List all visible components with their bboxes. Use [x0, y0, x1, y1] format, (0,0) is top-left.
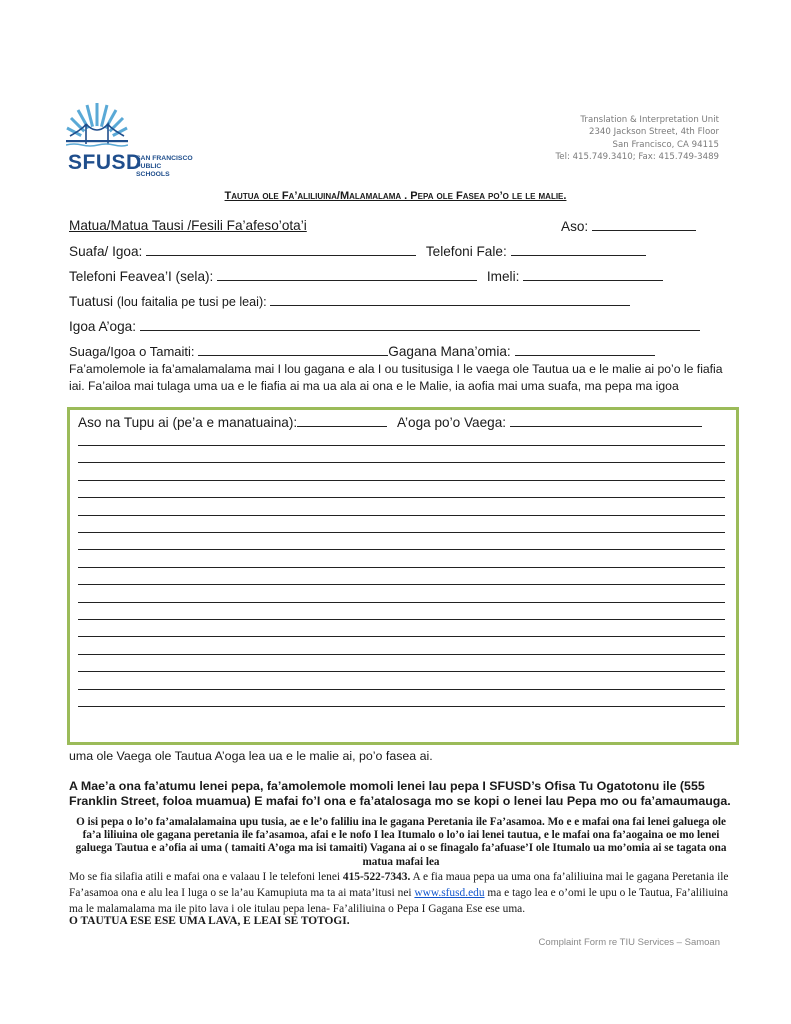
complaint-line[interactable]	[78, 549, 725, 550]
incident-date-field[interactable]	[297, 414, 387, 427]
translation-notice: O isi pepa o lo’o fa’amalalamaina upu tusia, ae e le’o faliliu ina le gagana Peretania ile Fa’asamoa. Mo e e mafai ona fai lenei galuega ole fa’a liliuina ole gagana peretania ile fa’asamoa, afai e le nofo I lea Itumalo o lo’o iai lenei tautua, e le mafai ona fa’aogaina oe mo lenei galuega Tautua e a’ofia ai uma ( tamaiti A’oga ma isi tamaiti) Vagana ai o se finagalo fa’afuase’I ole Itumalo ua mo’omia ai se tagata ona matua mafai lea	[75, 816, 727, 868]
row-school	[69, 318, 700, 334]
submission-notice: A Mae’a ona fa’atumu lenei pepa, fa’amolemole momoli lenei lau pepa I SFUSD’s Ofisa Tu Ogatotonu ile (555 Franklin Street, foloa muamua) E mafai fo’I ona e fa’atalosaga mo se kopi o lenei lau Pepa mo ou fa’amaumauga.	[69, 779, 731, 808]
complaint-line[interactable]	[78, 445, 725, 446]
email-field[interactable]	[523, 268, 663, 281]
office-address: Translation & Interpretation Unit 2340 Jackson Street, 4th Floor San Francisco, CA 94115 Tel: 415.749.3410; Fax: 415.749-3489	[555, 115, 719, 162]
language-field[interactable]	[515, 343, 655, 356]
phone-number: 415-522-7343.	[342, 871, 411, 883]
complaint-line[interactable]	[78, 515, 725, 516]
complaint-line[interactable]	[78, 480, 725, 481]
home-phone-label: Telefoni Fale:	[425, 244, 507, 259]
instructions-paragraph: Fa’amolemole ia fa’amalamalama mai I lou gagana e ala I ou tusitusiga I le vaega ole Tautua ua e le malie ai po’o le fiafia iai. Fa’ailoa mai tulaga uma ua e le fiafia ai ma ua ala ai ona e le Malie, ia aofia mai uma suafa, ma pepa ma igoa	[69, 362, 723, 393]
signature-label: Tuatusi	[69, 294, 114, 309]
contact-paragraph: Mo se fia silafia atili e mafai ona e valaau I le telefoni lenei 415-522-7343. A e fia maua pepa ua uma ona fa’aliliuina mai le gagana Peretania ile Fa’asamoa ona e alu lea I luga o se la’au Kamupiuta ma ta ai mata’itusi nei www.sfusd.edu ma e tago lea e o’omi le upu o le Tautua, Fa’aliliuina ma le malamalama ma ile pito lava i ole itulau pepa lena- Fa’aliliuina o Pepa I Gagana Ese ese uma.	[69, 871, 729, 915]
email-label: Imeli:	[486, 269, 520, 284]
complaint-line[interactable]	[78, 462, 725, 463]
complaint-line[interactable]	[78, 567, 725, 568]
free-services-notice: O TAUTUA ESE ESE UMA LAVA, E LEAI SE TOTOGI.	[69, 915, 350, 927]
box-header	[78, 414, 702, 430]
student-field[interactable]	[198, 343, 388, 356]
row-cell	[69, 268, 663, 284]
logo-subtitle: SAN FRANCISCO PUBLIC SCHOOLS	[136, 155, 193, 178]
complaint-line[interactable]	[78, 706, 725, 707]
home-phone-field[interactable]	[511, 243, 646, 256]
row-signature	[69, 293, 630, 309]
cell-phone-label: Telefoni Feavea’I (sela):	[69, 269, 214, 284]
complaint-line[interactable]	[78, 671, 725, 672]
parent-name-label: Matua/Matua Tausi /Fesili Fa’afeso’ota’i	[69, 218, 307, 233]
complaint-line[interactable]	[78, 497, 725, 498]
complaint-box	[67, 407, 739, 745]
complaint-line[interactable]	[78, 689, 725, 690]
signature-hint: (lou faitalia pe tusi pe leai):	[116, 295, 267, 309]
complaint-line[interactable]	[78, 636, 725, 637]
complaint-line[interactable]	[78, 532, 725, 533]
complaint-line[interactable]	[78, 654, 725, 655]
address-label: Suafa/ Igoa:	[69, 244, 143, 259]
signature-field[interactable]	[270, 293, 630, 306]
logo-wordmark: SFUSD	[68, 151, 142, 174]
department-label: A’oga po’o Vaega:	[396, 415, 507, 430]
complaint-line[interactable]	[78, 619, 725, 620]
complaint-line[interactable]	[78, 602, 725, 603]
incident-date-label: Aso na Tupu ai (pe’a e manatuaina):	[78, 415, 298, 430]
after-box-text: uma ole Vaega ole Tautua A’oga lea ua e le malie ai, po’o fasea ai.	[69, 749, 433, 763]
golden-gate-bridge-sunburst-icon	[66, 100, 128, 150]
school-label: Igoa A’oga:	[69, 319, 137, 334]
row-student	[69, 343, 655, 359]
form-title: Tautua ole Fa’aliliuina/Malamalama . Pepa ole Fasea po’o le le malie.	[224, 190, 567, 202]
address-field[interactable]	[146, 243, 416, 256]
page-footer: Complaint Form re TIU Services – Samoan	[538, 937, 720, 948]
complaint-line[interactable]	[78, 584, 725, 585]
row-date	[561, 218, 696, 234]
date-label: Aso:	[561, 219, 589, 234]
sfusd-logo	[66, 100, 196, 176]
date-field[interactable]	[592, 218, 696, 231]
student-label: Suaga/Igoa o Tamaiti:	[69, 344, 195, 359]
language-label: Gagana Mana’omia:	[388, 344, 511, 359]
sfusd-link[interactable]: www.sfusd.edu	[414, 887, 485, 899]
row-name	[69, 218, 307, 233]
cell-phone-field[interactable]	[217, 268, 477, 281]
row-address	[69, 243, 646, 259]
school-field[interactable]	[140, 318, 700, 331]
department-field[interactable]	[510, 414, 702, 427]
